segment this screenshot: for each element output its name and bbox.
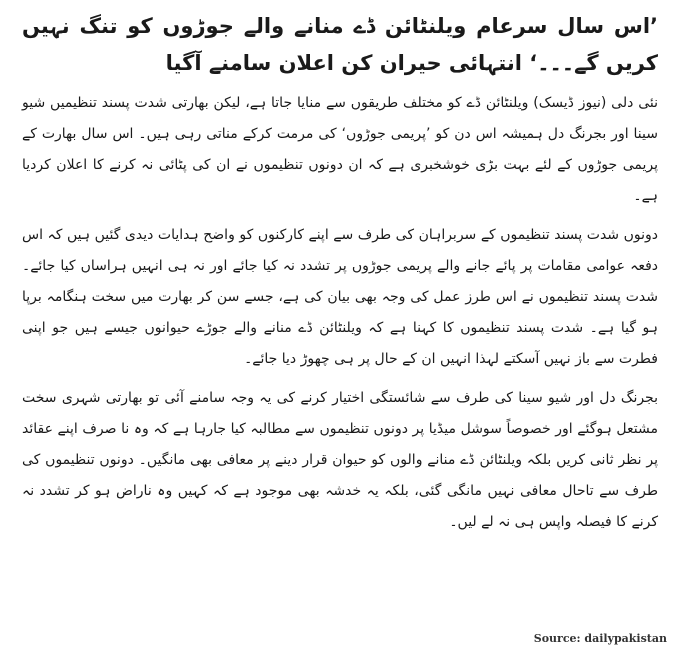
article-headline: ’اس سال سرعام ویلنٹائن ڈے منانے والے جوڑوں کو تنگ نہیں کریں گے۔۔۔‘ انتہائی حیران کن اعلان سامنے آگیا [22,14,658,75]
article-paragraph-2: دونوں شدت پسند تنظیموں کے سربراہان کی طرف سے اپنے کارکنوں کو واضح ہدایات دیدی گئیں ہیں کہ اس دفعہ عوامی مقامات پر پائے جانے والے پریمی جوڑوں پر تشدد نہ کیا جائے اور نہ ہی انہیں ہراساں کیا جائے۔ شدت پسند تنظیموں نے اس طرز عمل کی وجہ بھی بیان کی ہے، جسے سن کر بھارت میں سخت ہنگامہ برپا ہو گیا ہے۔ شدت پسند تنظیموں کا کہنا ہے کہ ویلنٹائن ڈے منانے والے جوڑے حیوانوں جیسے ہیں جو اپنی فطرت سے باز نہیں آسکتے لہذا انہیں ان کے حال پر ہی چھوڑ دیا جائے۔ [22,227,658,367]
source-credit: Source: dailypakistan [533,632,667,645]
article-paragraph-1: نئی دلی (نیوز ڈیسک) ویلنٹائن ڈے کو مختلف طریقوں سے منایا جاتا ہے، لیکن بھارتی شدت پسند تنظیمیں شیو سینا اور بجرنگ دل ہمیشہ اس دن کو ’پریمی جوڑوں‘ کی مرمت کرکے مناتی رہی ہیں۔ اس سال بھارت کے پریمی جوڑوں کے لئے بہت بڑی خوشخبری ہے کہ ان دونوں تنظیموں نے ان کی پٹائی نہ کرنے کا اعلان کردیا ہے۔ [22,95,658,204]
article [22,8,658,546]
article-paragraph-3: بجرنگ دل اور شیو سینا کی طرف سے شائستگی اختیار کرنے کی یہ وجہ سامنے آئی تو بھارتی شہری سخت مشتعل ہوگئے اور خصوصاً سوشل میڈیا پر دونوں تنظیموں سے مطالبہ کیا جارہا ہے کہ وہ نا صرف اپنے عقائد پر نظر ثانی کریں بلکہ ویلنٹائن ڈے منانے والوں کو حیوان قرار دینے پر معافی بھی مانگیں۔ دونوں تنظیموں کی طرف سے تاحال معافی نہیں مانگی گئی، بلکہ یہ خدشہ بھی موجود ہے کہ کہیں وہ ناراض ہو کر تشدد نہ کرنے کا فیصلہ واپس ہی نہ لے لیں۔ [22,390,658,530]
